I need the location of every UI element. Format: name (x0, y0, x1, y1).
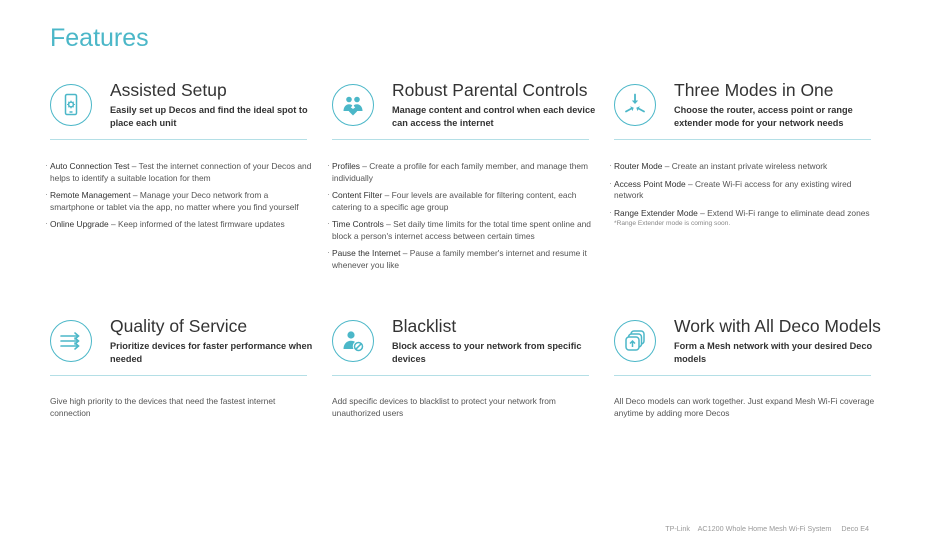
feature-description: Add specific devices to blacklist to protect your network from unauthorized users (332, 396, 556, 418)
list-item (332, 190, 594, 213)
list-item (614, 161, 876, 173)
item-separator: – (662, 161, 672, 171)
feature-title: Work with All Deco Models (674, 316, 881, 336)
item-term: Router Mode (614, 161, 663, 171)
feature-title: Three Modes in One (674, 80, 834, 100)
feature-subtitle: Prioritize devices for faster performance when needed (110, 341, 313, 364)
list-item (50, 219, 312, 231)
list-item (332, 248, 594, 271)
feature-subtitle: Choose the router, access point or range extender mode for your network needs (674, 105, 853, 128)
footer-product: AC1200 Whole Home Mesh Wi-Fi System (697, 524, 832, 533)
item-separator: – (383, 219, 394, 229)
item-desc: Keep informed of the latest firmware updates (117, 219, 285, 229)
item-desc: Four levels are available for filtering content, each catering to a specific age group (332, 190, 577, 212)
item-term: Range Extender Mode (614, 207, 698, 218)
item-separator: – (697, 207, 708, 218)
item-term: Online Upgrade (50, 219, 109, 229)
footer-model: Deco E4 (841, 524, 869, 533)
blacklist-user-icon (332, 320, 374, 362)
feature-description: Give high priority to the devices that need the fastest internet connection (50, 396, 276, 418)
qos-arrows-icon (50, 320, 92, 362)
item-desc: Pause a family member's internet and resume it whenever you like (332, 248, 587, 270)
divider (614, 139, 871, 140)
divider (332, 139, 589, 140)
item-term: Time Controls (332, 219, 384, 229)
three-arrows-icon (614, 84, 656, 126)
item-term: Remote Management (50, 190, 131, 200)
item-separator: – (400, 248, 410, 258)
divider (332, 375, 589, 376)
item-term: Pause the Internet (332, 248, 401, 258)
item-desc: Test the internet connection of your Decos and helps to identify a suitable location for them (50, 161, 312, 183)
item-desc: Create an instant private wireless network (671, 161, 828, 171)
list-item (50, 161, 312, 184)
list-item (332, 219, 594, 242)
item-separator: – (129, 161, 139, 171)
list-item (614, 179, 876, 202)
item-term: Auto Connection Test (50, 161, 130, 171)
feature-subtitle: Form a Mesh network with your desired Deco models (674, 341, 873, 364)
footnote: *Range Extender mode is coming soon. (614, 220, 731, 227)
page-title: Features (50, 24, 149, 52)
feature-list (614, 161, 876, 236)
feature-title: Robust Parental Controls (392, 80, 588, 100)
item-separator: – (130, 190, 140, 200)
item-desc: Set daily time limits for the total time spent online and block a person's internet access between certain times (332, 219, 591, 241)
feature-list (50, 161, 312, 237)
item-separator: – (108, 219, 118, 229)
page-footer (665, 524, 869, 533)
feature-title: Blacklist (392, 316, 457, 336)
item-separator: – (685, 178, 695, 189)
family-heart-icon (332, 84, 374, 126)
item-desc: Extend Wi-Fi range to eliminate dead zones (707, 207, 870, 218)
feature-description: All Deco models can work together. Just expand Mesh Wi-Fi coverage anytime by adding more Decos (614, 396, 875, 418)
footer-brand: TP-Link (665, 524, 690, 533)
divider (614, 375, 871, 376)
item-term: Profiles (332, 161, 360, 171)
feature-subtitle: Easily set up Decos and find the ideal spot to place each unit (110, 105, 308, 128)
list-item (332, 161, 594, 184)
item-separator: – (359, 161, 370, 171)
item-term: Content Filter (332, 190, 383, 200)
item-desc: Manage your Deco network from a smartphone or tablet via the app, no matter where you find yourself (50, 190, 299, 212)
list-item (50, 190, 312, 213)
list-item (614, 208, 876, 230)
item-separator: – (382, 190, 392, 200)
feature-title: Assisted Setup (110, 80, 227, 100)
item-desc: Create a profile for each family member, and manage them individually (332, 161, 589, 183)
feature-subtitle: Block access to your network from specific devices (392, 341, 582, 364)
item-desc: Create Wi-Fi access for any existing wired network (614, 178, 852, 200)
feature-list (332, 161, 594, 277)
divider (50, 139, 307, 140)
feature-title: Quality of Service (110, 316, 248, 336)
phone-setup-icon (50, 84, 92, 126)
divider (50, 375, 307, 376)
feature-subtitle: Manage content and control when each device can access the internet (392, 105, 596, 128)
stacked-deco-icon (614, 320, 656, 362)
item-term: Access Point Mode (614, 178, 686, 189)
